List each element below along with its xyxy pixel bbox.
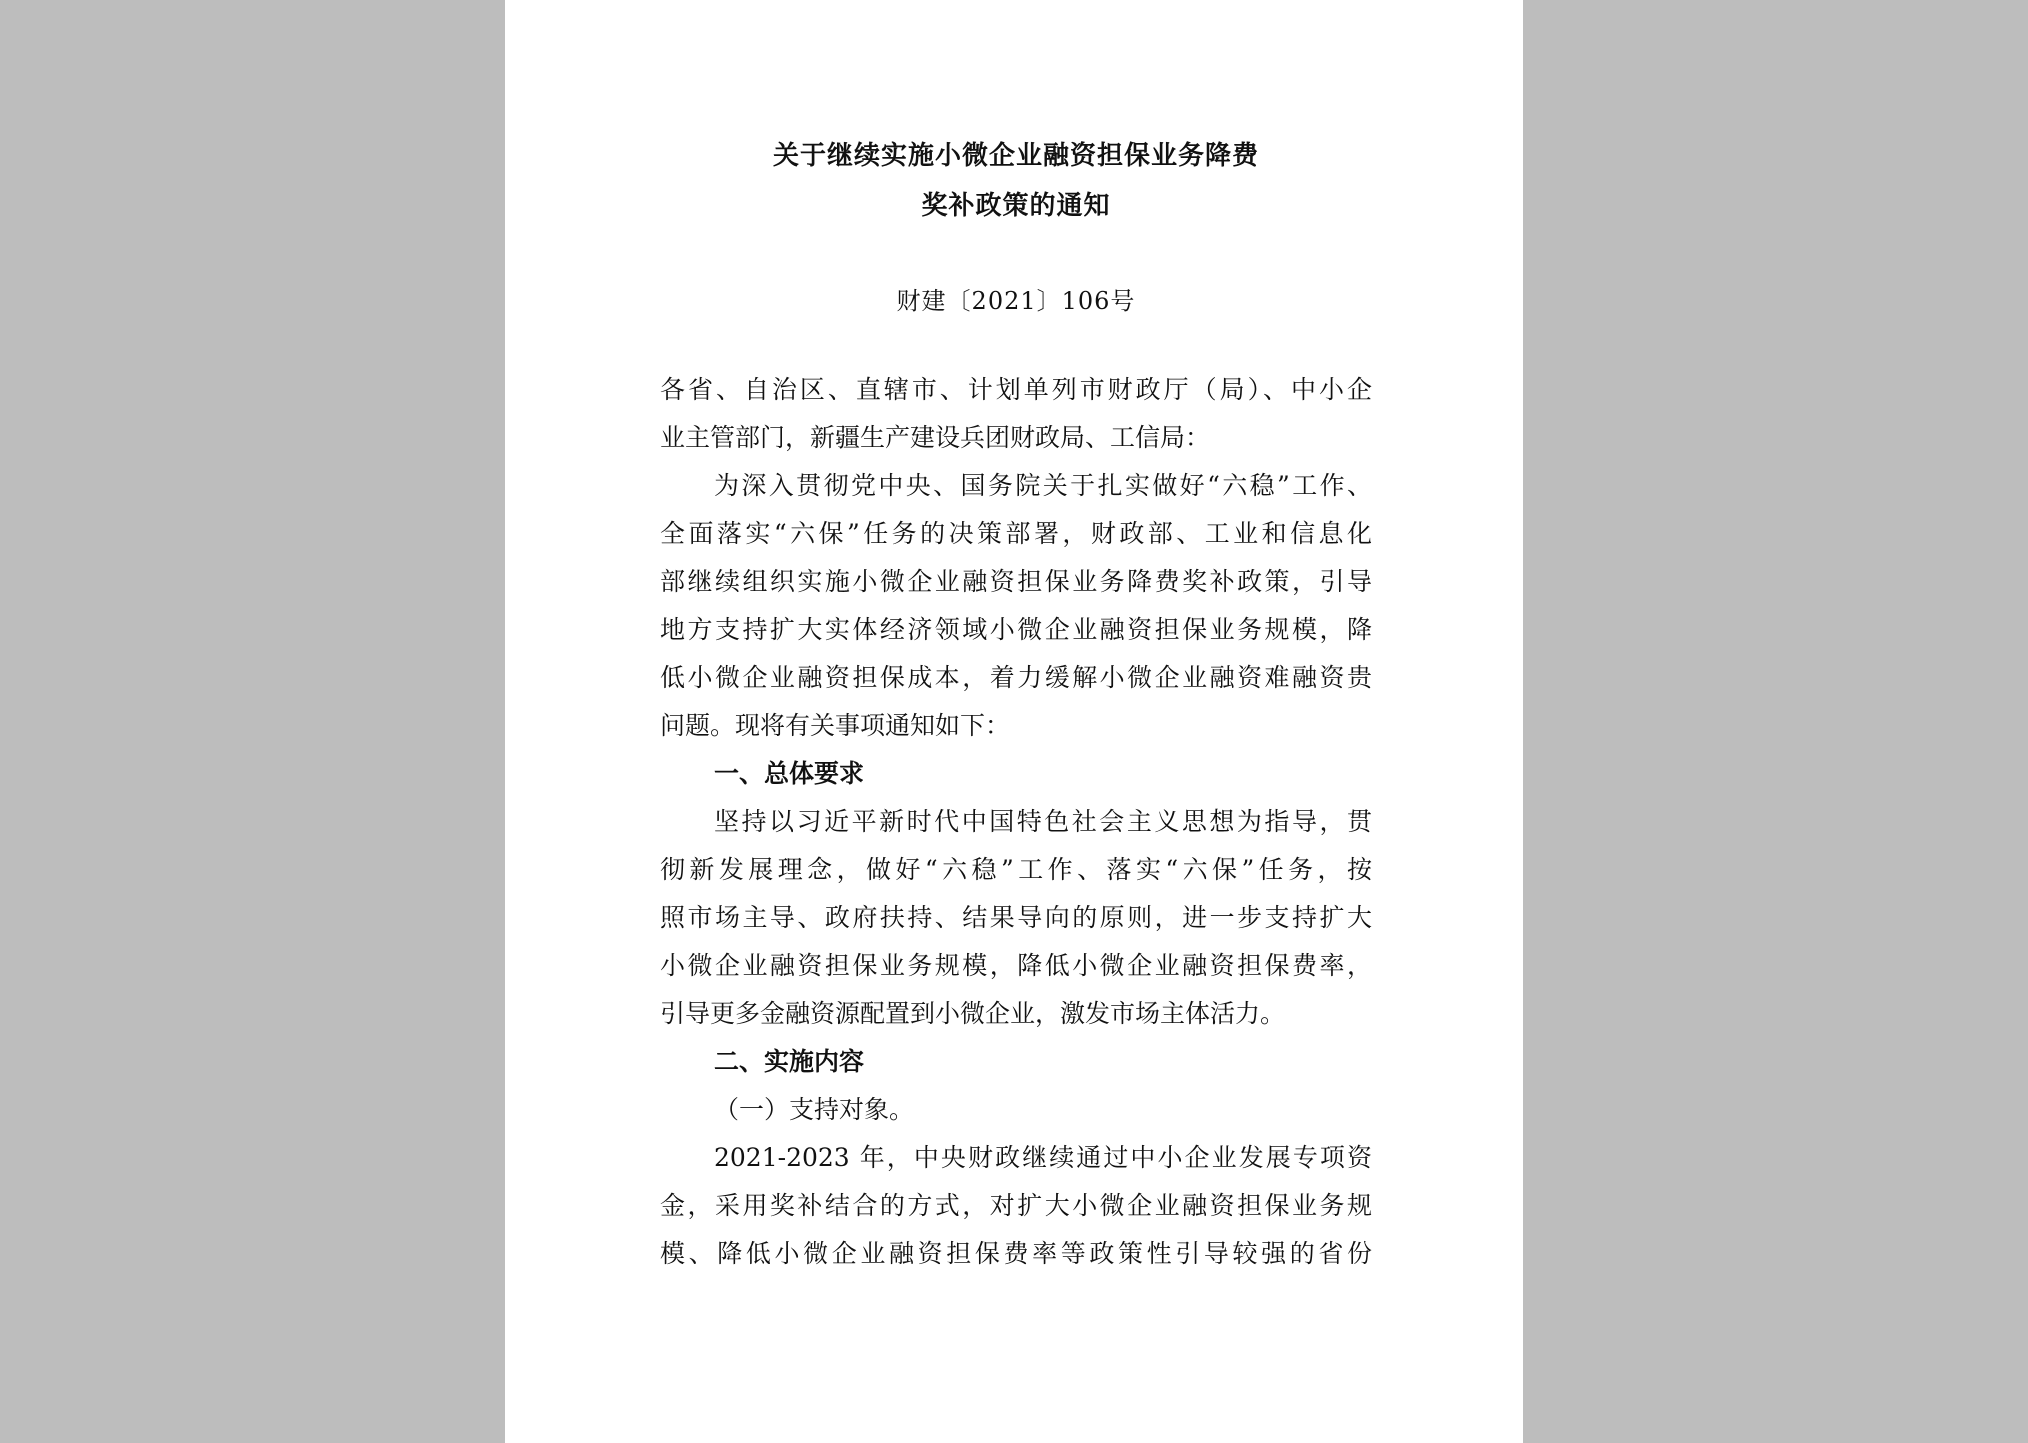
intro-line: 低小微企业融资担保成本，着力缓解小微企业融资难融资贵 [660, 663, 1372, 692]
section-2-heading: 二、实施内容 [714, 1047, 865, 1076]
section-1-line: 坚持以习近平新时代中国特色社会主义思想为指导，贯 [714, 807, 1372, 836]
document-title-line-1: 关于继续实施小微企业融资担保业务降费 [772, 141, 1259, 171]
document-page [505, 0, 1523, 1443]
section-2-line: 2021-2023 年，中央财政继续通过中小企业发展专项资 [714, 1143, 1372, 1172]
addressee-line: 各省、自治区、直辖市、计划单列市财政厅（局）、中小企 [660, 375, 1372, 404]
intro-line: 部继续组织实施小微企业融资担保业务降费奖补政策，引导 [660, 567, 1372, 596]
section-2-line: 模、降低小微企业融资担保费率等政策性引导较强的省份 [660, 1239, 1372, 1268]
intro-line: 地方支持扩大实体经济领域小微企业融资担保业务规模，降 [660, 615, 1372, 644]
intro-line: 全面落实“六保”任务的决策部署，财政部、工业和信息化 [660, 519, 1372, 548]
section-1-heading: 一、总体要求 [714, 759, 865, 788]
document-title-line-2: 奖补政策的通知 [921, 191, 1111, 221]
document-number: 财建〔2021〕106号 [896, 287, 1136, 315]
intro-line: 为深入贯彻党中央、国务院关于扎实做好“六稳”工作、 [714, 471, 1372, 500]
intro-line: 问题。现将有关事项通知如下： [660, 711, 1011, 740]
section-1-line: 彻新发展理念，做好“六稳”工作、落实“六保”任务，按 [660, 855, 1372, 884]
addressee-line: 业主管部门，新疆生产建设兵团财政局、工信局： [660, 423, 1211, 452]
section-1-line: 引导更多金融资源配置到小微企业，激发市场主体活力。 [660, 999, 1286, 1028]
section-1-line: 小微企业融资担保业务规模，降低小微企业融资担保费率， [660, 951, 1372, 980]
section-1-line: 照市场主导、政府扶持、结果导向的原则，进一步支持扩大 [660, 903, 1372, 932]
section-2-line: 金，采用奖补结合的方式，对扩大小微企业融资担保业务规 [660, 1191, 1372, 1220]
section-2-subheading: （一）支持对象。 [714, 1095, 915, 1124]
